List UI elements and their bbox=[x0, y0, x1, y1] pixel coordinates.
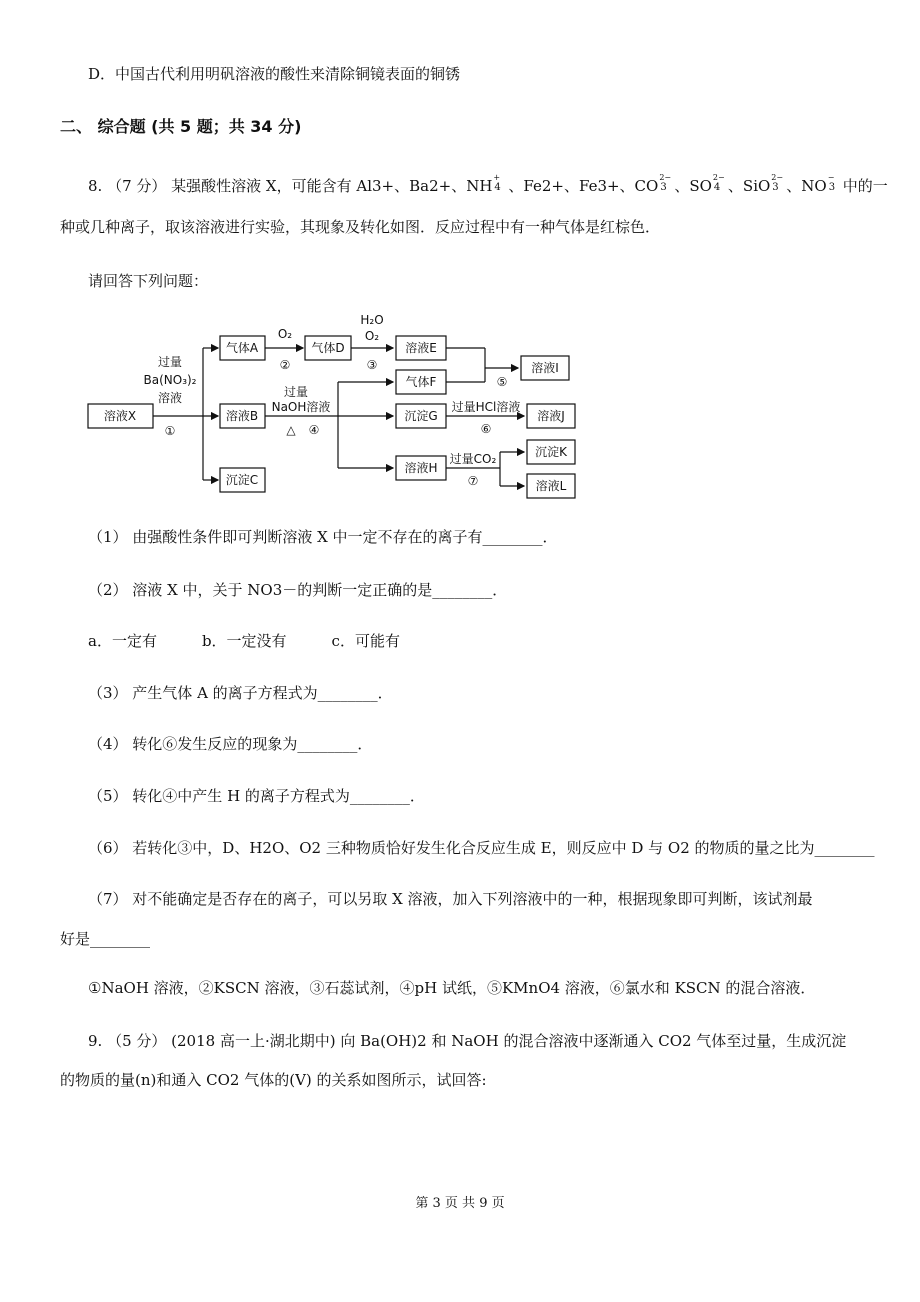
q8-subq7-options: ①NaOH 溶液，②KSCN 溶液，③石蕊试剂，④pH 试纸，⑤KMnO4 溶液，⑥氯水和 KSCN 的混合溶液． bbox=[88, 979, 816, 997]
step4-number: ④ bbox=[308, 423, 320, 437]
q8-subq1: （1） 由强酸性条件即可判断溶液 X 中一定不存在的离子有________． bbox=[88, 528, 558, 546]
q8-subq7-line1: （7） 对不能确定是否存在的离子，可以另取 X 溶液，加入下列溶液中的一种，根据现象即可判断，该试剂最 bbox=[88, 890, 813, 908]
step7-number: ⑦ bbox=[467, 474, 479, 488]
step1-line3: 溶液 bbox=[157, 391, 183, 405]
step3-reagent1: H₂O bbox=[360, 313, 384, 327]
q8-prompt: 请回答下列问题： bbox=[88, 272, 209, 290]
box-label-x: 溶液X bbox=[103, 409, 137, 423]
page-footer: 第 3 页 共 9 页 bbox=[415, 1196, 505, 1211]
box-label-b: 溶液B bbox=[225, 409, 259, 423]
q8-line1-text: 8. （7 分） 某强酸性溶液 X，可能含有 Al3+、Ba2+、NH bbox=[88, 177, 493, 195]
q8-line1-so: 、SO bbox=[674, 177, 712, 195]
q8-line2: 种或几种离子，取该溶液进行实验，其现象及转化如图．反应过程中有一种气体是红棕色． bbox=[60, 218, 661, 236]
q8-subq2-options: a．一定有 b．一定没有 c．可能有 bbox=[88, 632, 400, 650]
q8-subq7-line2: 好是________ bbox=[60, 930, 151, 948]
q8-subq6: （6） 若转化③中，D、H2O、O2 三种物质恰好发生化合反应生成 E，则反应中 D 与 O2 的物质的量之比为________ bbox=[88, 839, 875, 857]
box-label-k: 沉淀K bbox=[535, 445, 567, 459]
step1-number: ① bbox=[164, 424, 176, 438]
ion-charge: 2− 3 bbox=[771, 173, 784, 193]
step1-line1: 过量 bbox=[157, 355, 183, 369]
step6-number: ⑥ bbox=[480, 422, 492, 436]
ion-charge: 2− 4 bbox=[712, 173, 725, 193]
ion-charge: − 3 bbox=[827, 173, 836, 193]
step4-line1: 过量 bbox=[283, 385, 309, 399]
box-label-l: 溶液L bbox=[535, 479, 567, 493]
q8-subq2: （2） 溶液 X 中，关于 NO3－的判断一定正确的是________． bbox=[88, 581, 508, 599]
q8-line1-sio: 、SiO bbox=[727, 177, 771, 195]
section-heading: 二、 综合题 (共 5 题；共 34 分) bbox=[60, 117, 302, 136]
reaction-flow-diagram bbox=[0, 310, 920, 510]
option-d: D．中国古代利用明矾溶液的酸性来清除铜镜表面的铜锈 bbox=[88, 65, 461, 83]
step2-reagent: O₂ bbox=[277, 327, 293, 341]
q9-line2: 的物质的量(n)和通入 CO2 气体的(V) 的关系如图所示，试回答: bbox=[60, 1071, 487, 1089]
box-label-f: 气体F bbox=[405, 375, 437, 389]
box-label-i: 溶液I bbox=[531, 361, 559, 375]
step3-reagent2: O₂ bbox=[364, 329, 380, 343]
ion-charge: 2− 3 bbox=[659, 173, 672, 193]
box-label-j: 溶液J bbox=[537, 409, 565, 423]
step4-heat: △ bbox=[286, 423, 296, 437]
step7-reagent: 过量CO₂ bbox=[449, 452, 497, 466]
q8-line1-end: 中的一 bbox=[842, 177, 888, 195]
step4-line2: NaOH溶液 bbox=[271, 400, 331, 414]
q8-subq4: （4） 转化⑥发生反应的现象为________． bbox=[88, 735, 373, 753]
box-label-c: 沉淀C bbox=[225, 473, 259, 487]
step6-reagent: 过量HCl溶液 bbox=[451, 400, 521, 414]
q8-subq5: （5） 转化④中产生 H 的离子方程式为________． bbox=[88, 787, 425, 805]
box-label-h: 溶液H bbox=[404, 461, 438, 475]
q8-line1-no: 、NO bbox=[786, 177, 827, 195]
q8-subq3: （3） 产生气体 A 的离子方程式为________． bbox=[88, 684, 393, 702]
q9-line1: 9. （5 分） (2018 高一上·湖北期中) 向 Ba(OH)2 和 NaOH 的混合溶液中逐渐通入 CO2 气体至过量，生成沉淀 bbox=[88, 1032, 847, 1050]
ion-charge: + 4 bbox=[493, 173, 501, 193]
box-label-a: 气体A bbox=[225, 341, 259, 355]
step3-number: ③ bbox=[366, 358, 378, 372]
q8-line1-fe: 、Fe2+、Fe3+、CO bbox=[508, 177, 659, 195]
q8-line1 bbox=[88, 173, 888, 196]
step5-number: ⑤ bbox=[496, 375, 508, 389]
box-label-g: 沉淀G bbox=[404, 409, 438, 423]
step1-line2: Ba(NO₃)₂ bbox=[143, 373, 197, 387]
box-label-d: 气体D bbox=[311, 341, 345, 355]
step2-number: ② bbox=[279, 358, 291, 372]
box-label-e: 溶液E bbox=[405, 341, 437, 355]
